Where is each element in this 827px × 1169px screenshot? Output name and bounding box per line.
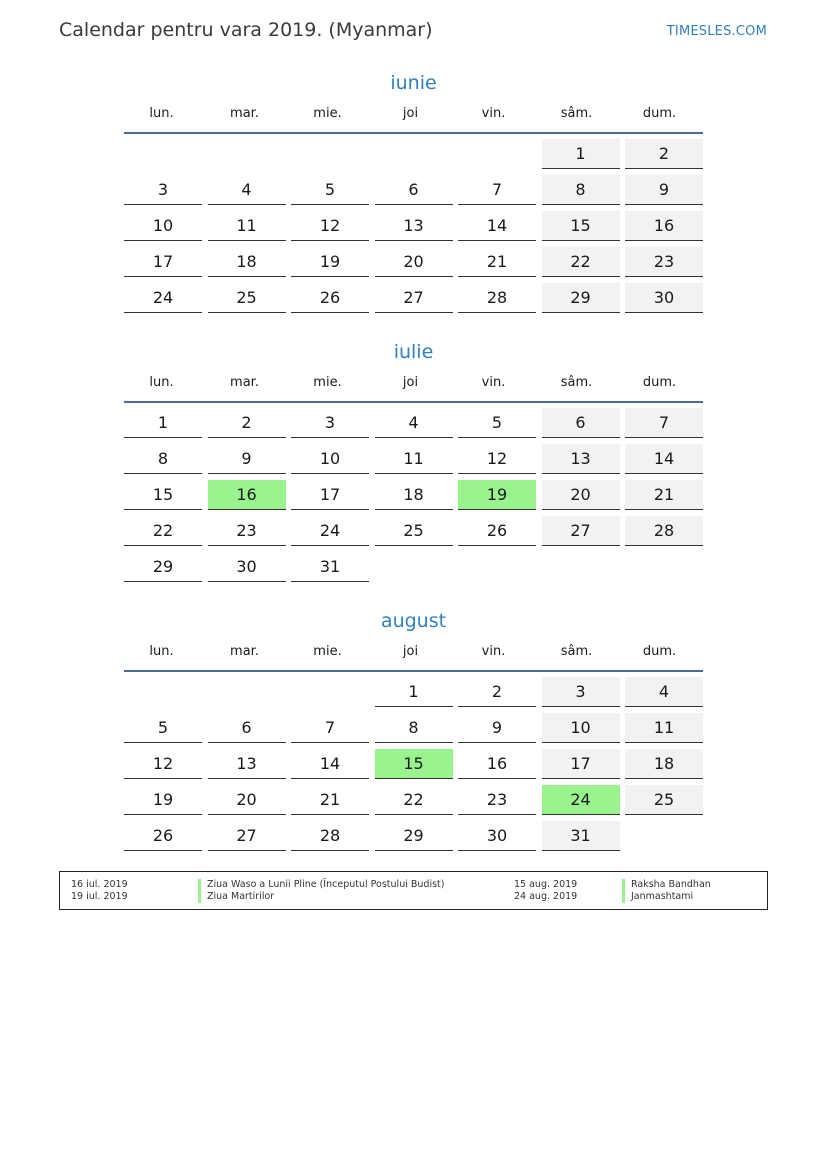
weekday-label: sâm. xyxy=(560,644,593,659)
weekday-label: joi xyxy=(402,644,419,659)
day-cell: 20 xyxy=(375,247,453,277)
legend-date: 19 iul. 2019 xyxy=(71,891,128,902)
weekday-header xyxy=(124,642,703,672)
week-row xyxy=(124,785,703,821)
day-cell: 11 xyxy=(625,713,703,743)
day-cell: 25 xyxy=(625,785,703,815)
day-cell: 7 xyxy=(458,175,536,205)
day-cell: 23 xyxy=(458,785,536,815)
day-cell: 25 xyxy=(375,516,453,546)
day-cell: 26 xyxy=(124,821,202,851)
holiday-legend xyxy=(59,871,768,910)
day-cell: 8 xyxy=(124,444,202,474)
day-cell: 26 xyxy=(458,516,536,546)
day-cell: 13 xyxy=(208,749,286,779)
week-row xyxy=(124,444,703,480)
empty-cell xyxy=(291,139,369,169)
week-row xyxy=(124,211,703,247)
weekday-label: joi xyxy=(402,375,419,390)
day-cell: 16 xyxy=(458,749,536,779)
empty-cell xyxy=(124,139,202,169)
day-cell: 8 xyxy=(542,175,620,205)
empty-cell xyxy=(458,552,536,582)
day-cell: 21 xyxy=(291,785,369,815)
day-cell: 1 xyxy=(375,677,453,707)
day-cell: 30 xyxy=(458,821,536,851)
day-cell: 28 xyxy=(291,821,369,851)
day-cell: 20 xyxy=(208,785,286,815)
week-row xyxy=(124,283,703,319)
holiday-day-cell: 16 xyxy=(208,480,286,510)
week-row xyxy=(124,408,703,444)
weekday-label: vin. xyxy=(481,644,506,659)
day-cell: 23 xyxy=(208,516,286,546)
day-cell: 13 xyxy=(542,444,620,474)
day-cell: 2 xyxy=(458,677,536,707)
day-cell: 18 xyxy=(208,247,286,277)
day-cell: 21 xyxy=(458,247,536,277)
day-cell: 2 xyxy=(208,408,286,438)
day-grid xyxy=(124,677,703,857)
weekday-label: dum. xyxy=(642,644,677,659)
empty-cell xyxy=(625,552,703,582)
legend-holiday-name: Ziua Waso a Lunii Pline (Începutul Postului Budist) xyxy=(198,879,444,891)
day-cell: 17 xyxy=(124,247,202,277)
week-row xyxy=(124,139,703,175)
weekday-label: dum. xyxy=(642,106,677,121)
day-cell: 20 xyxy=(542,480,620,510)
day-cell: 10 xyxy=(291,444,369,474)
day-cell: 9 xyxy=(458,713,536,743)
weekday-label: mar. xyxy=(230,375,259,390)
site-link[interactable]: TIMESLES.COM xyxy=(666,24,767,39)
legend-holiday-name: Raksha Bandhan xyxy=(622,879,711,891)
empty-cell xyxy=(124,677,202,707)
day-cell: 7 xyxy=(625,408,703,438)
day-cell: 24 xyxy=(124,283,202,313)
legend-holiday-name: Ziua Martirilor xyxy=(198,891,274,903)
day-cell: 22 xyxy=(375,785,453,815)
day-cell: 26 xyxy=(291,283,369,313)
day-cell: 4 xyxy=(625,677,703,707)
day-cell: 18 xyxy=(625,749,703,779)
weekday-label: mie. xyxy=(313,644,342,659)
day-cell: 29 xyxy=(124,552,202,582)
day-cell: 2 xyxy=(625,139,703,169)
weekday-label: sâm. xyxy=(560,106,593,121)
day-cell: 11 xyxy=(208,211,286,241)
weekday-label: sâm. xyxy=(560,375,593,390)
day-cell: 11 xyxy=(375,444,453,474)
weekday-label: mie. xyxy=(313,106,342,121)
page-title: Calendar pentru vara 2019. (Myanmar) xyxy=(59,19,433,41)
day-cell: 25 xyxy=(208,283,286,313)
day-cell: 24 xyxy=(291,516,369,546)
day-cell: 14 xyxy=(625,444,703,474)
day-cell: 6 xyxy=(208,713,286,743)
week-row xyxy=(124,749,703,785)
day-cell: 7 xyxy=(291,713,369,743)
week-row xyxy=(124,552,703,588)
empty-cell xyxy=(208,139,286,169)
day-cell: 28 xyxy=(625,516,703,546)
day-cell: 29 xyxy=(542,283,620,313)
day-cell: 15 xyxy=(542,211,620,241)
day-cell: 3 xyxy=(542,677,620,707)
day-cell: 13 xyxy=(375,211,453,241)
day-cell: 12 xyxy=(124,749,202,779)
weekday-label: lun. xyxy=(149,106,174,121)
day-cell: 30 xyxy=(208,552,286,582)
legend-date: 24 aug. 2019 xyxy=(514,891,578,902)
day-cell: 5 xyxy=(124,713,202,743)
week-row xyxy=(124,516,703,552)
day-cell: 5 xyxy=(291,175,369,205)
day-cell: 17 xyxy=(291,480,369,510)
day-cell: 17 xyxy=(542,749,620,779)
day-cell: 14 xyxy=(458,211,536,241)
week-row xyxy=(124,677,703,713)
weekday-label: dum. xyxy=(642,375,677,390)
day-cell: 4 xyxy=(208,175,286,205)
day-cell: 5 xyxy=(458,408,536,438)
month-august xyxy=(124,608,703,857)
empty-cell xyxy=(375,139,453,169)
day-cell: 27 xyxy=(375,283,453,313)
day-cell: 27 xyxy=(208,821,286,851)
day-cell: 10 xyxy=(542,713,620,743)
day-cell: 30 xyxy=(625,283,703,313)
holiday-day-cell: 19 xyxy=(458,480,536,510)
week-row xyxy=(124,480,703,516)
day-cell: 1 xyxy=(542,139,620,169)
day-cell: 8 xyxy=(375,713,453,743)
day-cell: 23 xyxy=(625,247,703,277)
day-cell: 21 xyxy=(625,480,703,510)
day-cell: 22 xyxy=(124,516,202,546)
day-cell: 18 xyxy=(375,480,453,510)
day-grid xyxy=(124,408,703,588)
day-cell: 3 xyxy=(124,175,202,205)
month-title: august xyxy=(380,610,447,632)
day-cell: 14 xyxy=(291,749,369,779)
weekday-label: lun. xyxy=(149,644,174,659)
day-cell: 12 xyxy=(291,211,369,241)
legend-date: 15 aug. 2019 xyxy=(514,879,578,890)
day-cell: 3 xyxy=(291,408,369,438)
day-cell: 12 xyxy=(458,444,536,474)
day-cell: 22 xyxy=(542,247,620,277)
day-cell: 31 xyxy=(542,821,620,851)
day-cell: 27 xyxy=(542,516,620,546)
weekday-header xyxy=(124,104,703,134)
day-cell: 6 xyxy=(375,175,453,205)
weekday-header xyxy=(124,373,703,403)
day-cell: 4 xyxy=(375,408,453,438)
week-row xyxy=(124,713,703,749)
weekday-label: lun. xyxy=(149,375,174,390)
day-cell: 9 xyxy=(208,444,286,474)
empty-cell xyxy=(375,552,453,582)
holiday-day-cell: 15 xyxy=(375,749,453,779)
day-cell: 19 xyxy=(124,785,202,815)
month-iunie xyxy=(124,70,703,319)
empty-cell xyxy=(625,821,703,851)
day-cell: 1 xyxy=(124,408,202,438)
weekday-label: mie. xyxy=(313,375,342,390)
day-cell: 31 xyxy=(291,552,369,582)
empty-cell xyxy=(291,677,369,707)
week-row xyxy=(124,247,703,283)
day-cell: 9 xyxy=(625,175,703,205)
month-iulie xyxy=(124,339,703,588)
day-cell: 28 xyxy=(458,283,536,313)
day-grid xyxy=(124,139,703,319)
month-title: iunie xyxy=(390,72,437,94)
day-cell: 15 xyxy=(124,480,202,510)
week-row xyxy=(124,821,703,857)
legend-date: 16 iul. 2019 xyxy=(71,879,128,890)
empty-cell xyxy=(458,139,536,169)
weekday-label: mar. xyxy=(230,106,259,121)
weekday-label: vin. xyxy=(481,375,506,390)
weekday-label: mar. xyxy=(230,644,259,659)
weekday-label: vin. xyxy=(481,106,506,121)
day-cell: 19 xyxy=(291,247,369,277)
holiday-day-cell: 24 xyxy=(542,785,620,815)
weekday-label: joi xyxy=(402,106,419,121)
month-title: iulie xyxy=(393,341,434,363)
day-cell: 10 xyxy=(124,211,202,241)
day-cell: 16 xyxy=(625,211,703,241)
empty-cell xyxy=(542,552,620,582)
empty-cell xyxy=(208,677,286,707)
legend-holiday-name: Janmashtami xyxy=(622,891,693,903)
day-cell: 29 xyxy=(375,821,453,851)
week-row xyxy=(124,175,703,211)
day-cell: 6 xyxy=(542,408,620,438)
